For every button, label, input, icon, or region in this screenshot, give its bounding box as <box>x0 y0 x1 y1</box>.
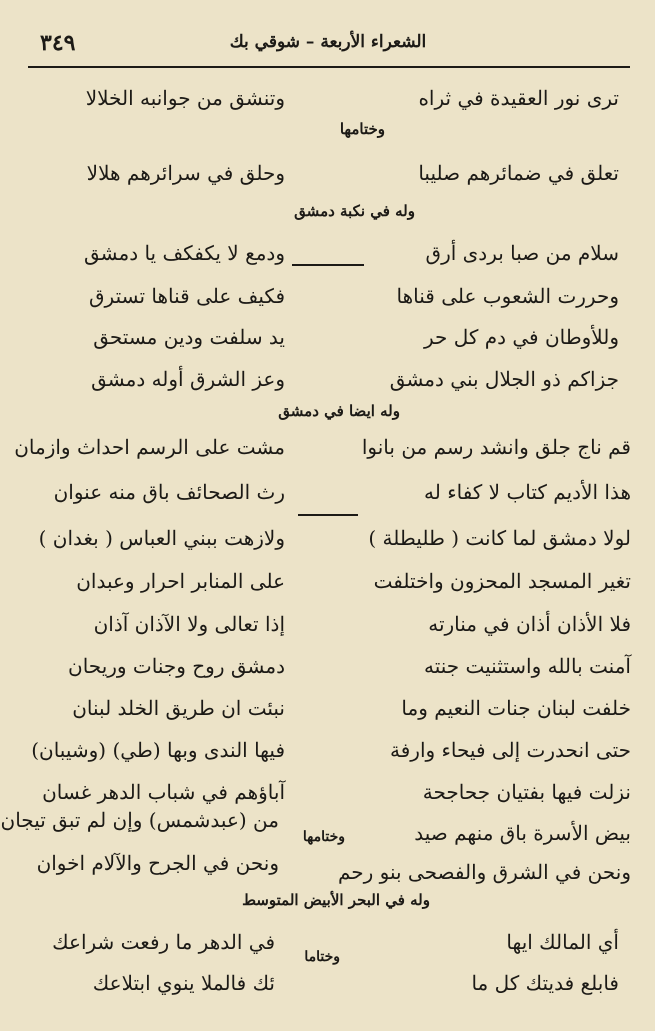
verse-left: مشت على الرسم احداث وازمان <box>14 435 285 459</box>
separator-rule <box>298 514 358 516</box>
verse-left: وحلق في سرائرهم هلالا <box>86 161 285 185</box>
caption: وله ايضا في دمشق <box>278 402 400 420</box>
verse-right: نزلت فيها بفتيان جحاجحة <box>422 780 631 804</box>
page-number: ٣٤٩ <box>40 30 76 56</box>
verse-right: بيض الأسرة باق منهم صيد <box>414 821 631 845</box>
verse-left: ودمع لا يكفكف يا دمشق <box>83 241 285 265</box>
verse-left: إذا تعالى ولا الآذان آذان <box>93 612 285 636</box>
verse-right: فابلع فديتك كل ما <box>471 971 619 995</box>
verse-right: قم ناج جلق وانشد رسم من بانوا <box>361 435 631 459</box>
verse-right: لولا دمشق لما كانت ( طليطلة ) <box>368 526 631 550</box>
caption: وختامها <box>339 120 385 138</box>
verse-left: من (عبدشمس) وإن لم تبق تيجان <box>0 808 279 832</box>
verse-right: وحررت الشعوب على قناها <box>396 284 619 308</box>
verse-right: حتى انحدرت إلى فيحاء وارفة <box>390 738 631 762</box>
verse-left: ئك فالملا ينوي ابتلاعك <box>92 971 275 995</box>
running-title: الشعراء الأربعة – شوقي بك <box>229 32 427 52</box>
verse-left: يد سلفت ودين مستحق <box>93 325 285 349</box>
verse-right: سلام من صبا بردى أرق <box>425 241 619 265</box>
verse-right: فلا الأذان أذان في منارته <box>428 612 631 636</box>
verse-left: فكيف على قناها تسترق <box>89 284 285 308</box>
verse-left: فيها الندى وبها (طي) (وشيبان) <box>31 738 285 762</box>
verse-right: خلفت لبنان جنات النعيم وما <box>401 696 631 720</box>
verse-right: وللأوطان في دم كل حر <box>423 325 619 349</box>
verse-left: على المنابر احرار وعبدان <box>76 569 285 593</box>
marginal-note: وختامها <box>302 829 345 845</box>
verse-left: نبئت ان طريق الخلد لبنان <box>72 696 285 720</box>
verse-right: آمنت بالله واستثنيت جنته <box>423 654 631 678</box>
caption: وله في نكبة دمشق <box>294 202 415 220</box>
separator-rule <box>292 264 364 266</box>
verse-right: جزاكم ذو الجلال بني دمشق <box>389 367 619 391</box>
verse-right: تغير المسجد المحزون واختلفت <box>373 569 631 593</box>
verse-left: وتنشق من جوانبه الخلالا <box>85 86 285 110</box>
verse-left: في الدهر ما رفعت شراعك <box>52 930 275 954</box>
verse-right: أي المالك ايها <box>506 930 619 954</box>
caption: وله في البحر الأبيض المتوسط <box>242 891 430 909</box>
verse-right: ترى نور العقيدة في ثراه <box>418 86 619 110</box>
verse-left: دمشق روح وجنات وريحان <box>68 654 285 678</box>
verse-left: ولازهت ببني العباس ( بغدان ) <box>38 526 285 550</box>
marginal-note: وختاما <box>304 949 340 965</box>
verse-right: هذا الأديم كتاب لا كفاء له <box>424 480 631 504</box>
verse-left: وعز الشرق أوله دمشق <box>91 367 285 391</box>
verse-right: تعلق في ضمائرهم صليبا <box>418 161 619 185</box>
verse-left: ونحن في الجرح والآلام اخوان <box>36 851 279 875</box>
verse-right: ونحن في الشرق والفصحى بنو رحم <box>337 860 631 884</box>
verse-left: آباؤهم في شباب الدهر غسان <box>42 780 285 804</box>
verse-left: رث الصحائف باق منه عنوان <box>53 480 285 504</box>
